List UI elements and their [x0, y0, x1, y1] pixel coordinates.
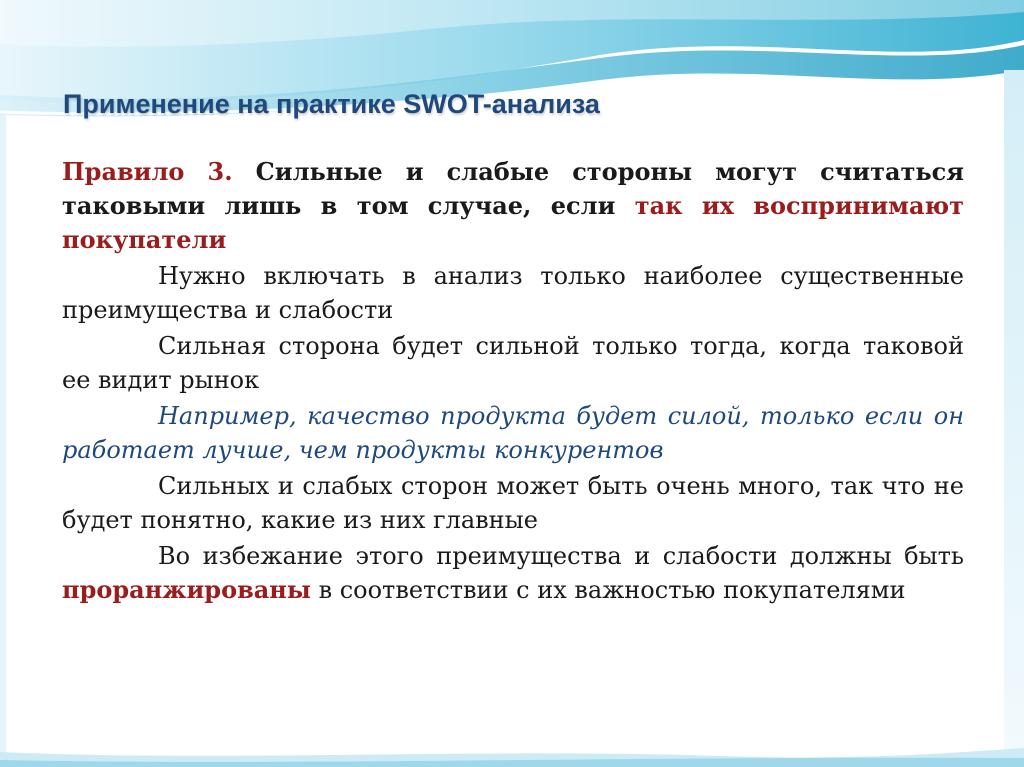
paragraph-1: Нужно включать в анализ только наиболее существенные преимущества и слабости [62, 262, 964, 324]
example-paragraph: Например, качество продукта будет силой, только если он работает лучше, чем продукты конкурентов [62, 402, 964, 464]
rule-text: Сильные и слабые стороны могут считаться таковыми лишь в том случае, если [62, 157, 965, 220]
paragraph-5-highlight: проранжированы [62, 575, 311, 604]
rule-label: Правило 3. [62, 157, 233, 186]
paragraph-5-start: Во избежание этого преимущества и слабости должны быть [158, 542, 964, 570]
paragraph-5-end: в соответствии с их важностью покупателями [318, 576, 906, 604]
paragraph-4: Сильных и слабых сторон может быть очень много, так что не будет понятно, какие из них главные [62, 472, 964, 534]
rule-highlight: так их воспринимают покупатели [62, 191, 964, 254]
slide-title: Применение на практике SWOT-анализа [63, 89, 600, 119]
slide-body [62, 155, 964, 607]
paragraph-5 [62, 539, 964, 607]
paragraph-2: Сильная сторона будет сильной только тогда, когда таковой ее видит рынок [62, 332, 964, 394]
rule-paragraph [62, 155, 964, 257]
